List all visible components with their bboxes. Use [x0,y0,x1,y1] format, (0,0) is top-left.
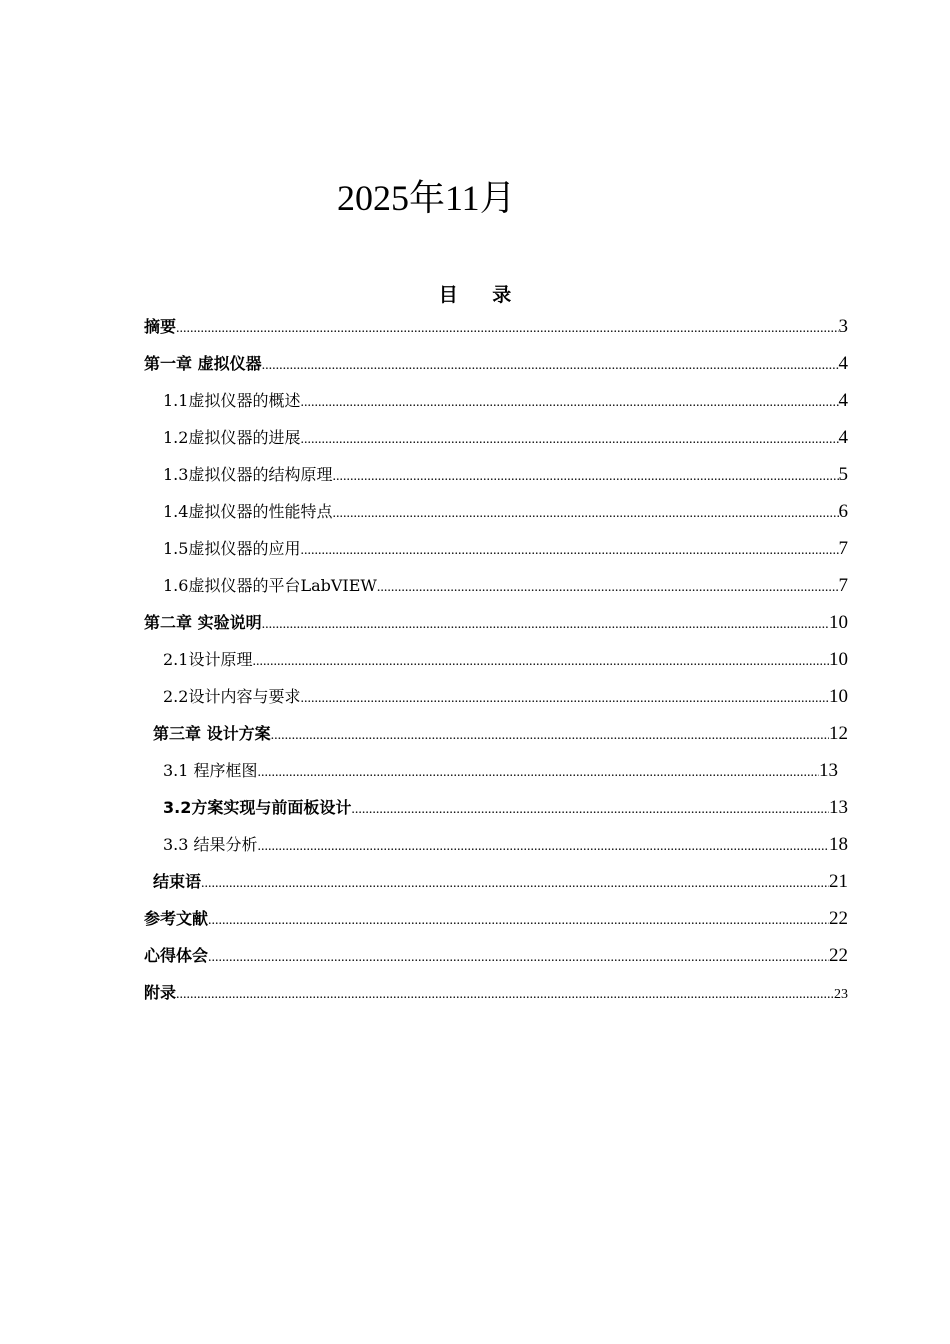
toc-entry-chapter-2[interactable] [144,610,848,640]
toc-entry-label: 附录 [144,983,177,1002]
toc-entry-label: 第三章 设计方案 [153,724,271,743]
toc-entry-2-1[interactable] [163,647,848,677]
toc-entry-page: 3 [838,316,848,337]
toc-entry-1-3[interactable] [163,462,848,492]
toc-leader [176,317,838,337]
toc-entry-chapter-3[interactable] [153,721,848,751]
toc-entry-label: 2.2设计内容与要求 [163,687,301,706]
toc-leader [300,687,829,707]
toc-entry-label: 第二章 实验说明 [144,613,262,632]
toc-entry-label: 3.2方案实现与前面板设计 [163,798,352,817]
toc-entry-1-1[interactable] [163,388,848,418]
toc-entry-page: 10 [829,686,848,707]
toc-entry-page: 22 [829,945,848,966]
toc-entry-page: 22 [829,908,848,929]
toc-entry-page: 7 [838,575,848,596]
toc-leader [262,613,829,633]
toc-entry-page: 4 [838,390,848,411]
toc-entry-label: 1.5虚拟仪器的应用 [163,539,301,558]
toc-entry-label: 第一章 虚拟仪器 [144,354,262,373]
toc-entry-page: 13 [819,760,838,781]
toc-entry-3-1[interactable] [163,758,838,788]
toc-entry-1-6[interactable] [163,573,848,603]
toc-entry-page: 23 [834,987,848,1002]
toc-entry-abstract[interactable] [144,314,848,344]
toc-leader [300,428,838,448]
toc-leader [262,354,839,374]
toc-entry-page: 4 [838,427,848,448]
toc-entry-label: 心得体会 [144,946,209,965]
toc-entry-appendix[interactable] [144,980,848,1010]
toc-entry-page: 6 [838,501,848,522]
toc-entry-chapter-1[interactable] [144,351,848,381]
toc-leader [176,983,834,1003]
toc-entry-label: 1.2虚拟仪器的进展 [163,428,301,447]
toc-entry-label: 3.3 结果分析 [163,835,258,854]
toc-entry-page: 4 [838,353,848,374]
toc-entry-1-5[interactable] [163,536,848,566]
toc-entry-page: 21 [829,871,848,892]
toc-leader [208,946,829,966]
toc-entry-label: 结束语 [153,872,202,891]
toc-entry-label: 1.6虚拟仪器的平台LabVIEW [163,576,377,595]
toc-entry-1-4[interactable] [163,499,848,529]
toc-leader [300,391,838,411]
toc-entry-3-2[interactable] [163,795,848,825]
document-date: 2025年11月 [337,178,516,218]
toc-entry-label: 参考文献 [144,909,209,928]
toc-leader [201,872,829,892]
toc-entry-page: 18 [829,834,848,855]
toc-entry-label: 2.1设计原理 [163,650,253,669]
toc-title: 目 录 [438,284,526,306]
toc-leader [300,539,838,559]
toc-entry-page: 10 [829,649,848,670]
toc-entry-label: 1.4虚拟仪器的性能特点 [163,502,333,521]
toc-entry-reflections[interactable] [144,943,848,973]
toc-leader [208,909,829,929]
toc-entry-2-2[interactable] [163,684,848,714]
toc-leader [377,576,839,596]
toc-leader [332,465,838,485]
toc-entry-1-2[interactable] [163,425,848,455]
toc-leader [258,835,829,855]
toc-entry-page: 12 [829,723,848,744]
toc-entry-references[interactable] [144,906,848,936]
toc-entry-label: 1.1虚拟仪器的概述 [163,391,301,410]
toc-entry-page: 10 [829,612,848,633]
toc-entry-label: 摘要 [144,317,177,336]
toc-leader [258,761,819,781]
toc-entry-page: 7 [838,538,848,559]
toc-entry-label: 1.3虚拟仪器的结构原理 [163,465,333,484]
toc-entry-page: 5 [838,464,848,485]
toc-entry-label: 3.1 程序框图 [163,761,258,780]
toc-entry-3-3[interactable] [163,832,848,862]
toc-leader [252,650,829,670]
toc-entry-page: 13 [829,797,848,818]
toc-leader [271,724,829,744]
toc-entry-conclusion[interactable] [153,869,848,899]
toc-leader [332,502,838,522]
toc-leader [351,798,829,818]
